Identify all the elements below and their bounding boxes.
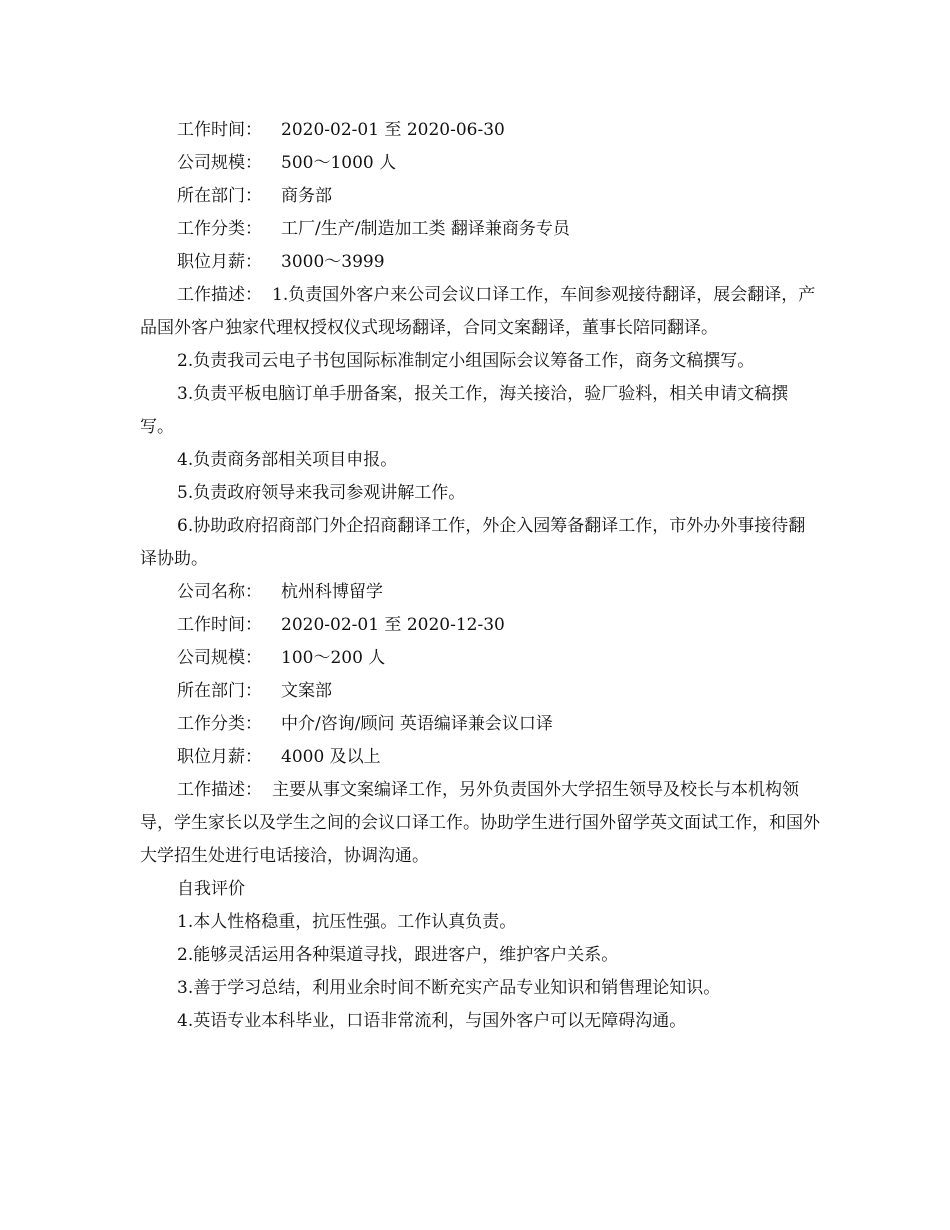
job2-salary-value: 4000 及以上 xyxy=(281,747,381,767)
job2-salary-label: 职位月薪： xyxy=(177,747,262,767)
job2-dept-value: 文案部 xyxy=(281,681,332,701)
job2-dept-row xyxy=(140,675,820,708)
job2-category-label: 工作分类： xyxy=(177,714,262,734)
job1-desc-item-6: 6.协助政府招商部门外企招商翻译工作，外企入园筹备翻译工作，市外办外事接待翻译协助。 xyxy=(140,516,806,569)
job2-dept-label: 所在部门： xyxy=(177,681,262,701)
job1-size-value: 500～1000 人 xyxy=(281,153,397,173)
job1-time-label: 工作时间： xyxy=(177,120,262,140)
self-eval-item-4: 4.英语专业本科毕业，口语非常流利，与国外客户可以无障碍沟通。 xyxy=(177,1011,687,1031)
job2-company-row xyxy=(140,576,820,609)
job1-dept-row xyxy=(140,180,820,213)
job1-salary-label: 职位月薪： xyxy=(177,252,262,272)
job2-category-row xyxy=(140,708,820,741)
job1-category-row xyxy=(140,213,820,246)
job2-size-value: 100～200 人 xyxy=(281,648,386,668)
resume-content xyxy=(140,114,820,1038)
job2-size-row xyxy=(140,642,820,675)
job2-time-label: 工作时间： xyxy=(177,615,262,635)
self-eval-item-1: 1.本人性格稳重，抗压性强。工作认真负责。 xyxy=(177,912,517,932)
job1-desc-item-2: 2.负责我司云电子书包国际标准制定小组国际会议筹备工作，商务文稿撰写。 xyxy=(177,351,755,371)
job1-desc-item-1: 1.负责国外客户来公司会议口译工作，车间参观接待翻译，展会翻译，产品国外客户独家代理权授权仪式现场翻译，合同文案翻译，董事长陪同翻译。 xyxy=(140,285,816,338)
job1-category-value: 工厂/生产/制造加工类 翻译兼商务专员 xyxy=(281,219,570,239)
job2-time-row xyxy=(140,609,820,642)
job1-desc-item-4: 4.负责商务部相关项目申报。 xyxy=(177,450,398,470)
job2-company-label: 公司名称： xyxy=(177,582,262,602)
job1-dept-label: 所在部门： xyxy=(177,186,262,206)
job1-time-value: 2020-02-01 至 2020-06-30 xyxy=(281,120,505,140)
job2-size-label: 公司规模： xyxy=(177,648,262,668)
job1-desc-paragraph xyxy=(140,279,820,345)
job1-time-row xyxy=(140,114,820,147)
job1-salary-row xyxy=(140,246,820,279)
job1-desc-label: 工作描述： xyxy=(177,285,262,305)
job2-salary-row xyxy=(140,741,820,774)
self-eval-item-2: 2.能够灵活运用各种渠道寻找，跟进客户，维护客户关系。 xyxy=(177,945,619,965)
job2-time-value: 2020-02-01 至 2020-12-30 xyxy=(281,615,505,635)
job1-dept-value: 商务部 xyxy=(281,186,332,206)
job1-desc-item-5: 5.负责政府领导来我司参观讲解工作。 xyxy=(177,483,466,503)
job2-desc-label: 工作描述： xyxy=(177,780,262,800)
job2-category-value: 中介/咨询/顾问 英语编译兼会议口译 xyxy=(281,714,553,734)
job1-desc-item-3: 3.负责平板电脑订单手册备案，报关工作，海关接洽，验厂验料，相关申请文稿撰写。 xyxy=(140,384,789,437)
self-eval-item-3: 3.善于学习总结，利用业余时间不断充实产品专业知识和销售理论知识。 xyxy=(177,978,721,998)
self-eval-heading: 自我评价 xyxy=(177,879,245,899)
job2-desc-text: 主要从事文案编译工作，另外负责国外大学招生领导及校长与本机构领导，学生家长以及学生之间的会议口译工作。协助学生进行国外留学英文面试工作，和国外大学招生处进行电话接洽，协调沟通。 xyxy=(140,780,820,866)
job1-category-label: 工作分类： xyxy=(177,219,262,239)
job1-salary-value: 3000～3999 xyxy=(281,252,385,272)
job2-desc-paragraph xyxy=(140,774,820,873)
job1-size-label: 公司规模： xyxy=(177,153,262,173)
job1-size-row xyxy=(140,147,820,180)
job2-company-value: 杭州科博留学 xyxy=(281,582,383,602)
